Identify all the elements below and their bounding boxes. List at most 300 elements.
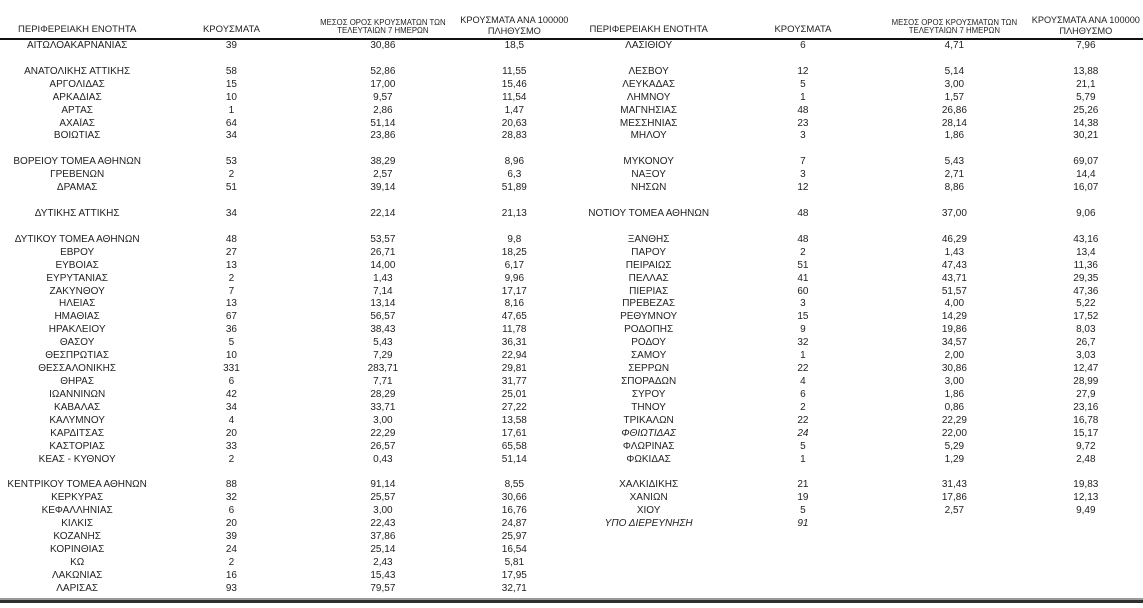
per100k-value: 2,48 — [1076, 453, 1096, 465]
avg7-value: 37,86 — [370, 531, 396, 543]
region-name: ΔΡΑΜΑΣ — [56, 182, 98, 194]
cases-value: 22 — [797, 414, 809, 426]
region-name: ΦΩΚΙΔΑΣ — [626, 453, 671, 465]
per100k-value — [1029, 195, 1143, 208]
per100k-value: 11,78 — [502, 324, 527, 336]
per100k-value — [457, 53, 571, 66]
table-row-blank — [0, 53, 572, 66]
per100k-value: 25,97 — [501, 531, 527, 543]
avg7-value: 39,14 — [370, 182, 396, 194]
avg7-value: 47,43 — [941, 259, 967, 271]
table-row-blank — [572, 195, 1143, 208]
region-name: ΧΑΝΙΩΝ — [629, 492, 668, 504]
avg7-value: 14,29 — [941, 311, 967, 323]
region-name: ΑΝΑΤΟΛΙΚΗΣ ΑΤΤΙΚΗΣ — [24, 65, 131, 77]
avg7-value: 22,43 — [370, 518, 396, 530]
table-row — [572, 247, 1143, 260]
region-name: ΕΥΒΟΙΑΣ — [55, 259, 99, 271]
cases-value: 2 — [228, 169, 235, 181]
cases-value: 34 — [225, 401, 237, 413]
cases-value: 1 — [800, 350, 806, 362]
cases-value: 1 — [800, 91, 806, 103]
region-name: ΚΑΡΔΙΤΣΑΣ — [50, 427, 105, 439]
avg7-value: 4,00 — [944, 298, 965, 310]
per100k-value: 13,88 — [1073, 65, 1099, 77]
region-name: ΘΕΣΣΑΛΟΝΙΚΗΣ — [38, 363, 117, 375]
avg7-value: 30,86 — [941, 363, 967, 375]
avg7-value: 5,43 — [944, 156, 965, 168]
table-row-blank — [0, 195, 572, 208]
table-row — [572, 105, 1143, 118]
per100k-value: 11,36 — [1073, 259, 1098, 271]
table-row — [572, 324, 1143, 337]
avg7-value: 5,29 — [944, 440, 965, 452]
per100k-value: 5,22 — [1076, 298, 1096, 310]
cases-table-right — [572, 0, 1143, 596]
cases-value: 10 — [225, 91, 237, 103]
avg7-value: 8,86 — [944, 182, 965, 194]
avg7-value: 46,29 — [941, 233, 967, 245]
cases-value: 48 — [225, 233, 237, 245]
cases-value: 32 — [797, 337, 809, 349]
cases-value: 67 — [225, 311, 237, 323]
avg7-value: 2,00 — [944, 350, 965, 362]
avg7-value — [880, 53, 1029, 66]
per100k-value: 21,1 — [1076, 78, 1096, 90]
per100k-value — [1029, 221, 1143, 234]
table-row — [572, 505, 1143, 518]
header-avg7 — [880, 19, 1029, 36]
region-name: ΣΕΡΡΩΝ — [628, 363, 670, 375]
region-name: ΤΡΙΚΑΛΩΝ — [623, 414, 674, 426]
per100k-value: 3,03 — [1076, 350, 1096, 362]
avg7-value: 26,71 — [370, 246, 396, 258]
table-row — [572, 428, 1143, 441]
cases-value: 12 — [797, 65, 809, 77]
cases-value: 2 — [800, 401, 806, 413]
per100k-value: 9,96 — [504, 272, 525, 284]
table-row — [0, 583, 572, 596]
avg7-value: 79,57 — [370, 582, 396, 594]
per100k-value: 13,58 — [501, 414, 527, 426]
header-avg7-line1: ΜΕΣΟΣ ΟΡΟΣ ΚΡΟΥΣΜΑΤΩΝ ΤΩΝ — [320, 17, 446, 27]
avg7-value: 7,71 — [373, 375, 393, 387]
cases-value: 13 — [225, 298, 237, 310]
header-avg7-line2: ΤΕΛΕΥΤΑΙΩΝ 7 ΗΜΕΡΩΝ — [337, 26, 429, 36]
table-row-blank — [572, 53, 1143, 66]
avg7-value: 30,86 — [370, 40, 396, 51]
region-name: ΡΟΔΟΠΗΣ — [624, 324, 674, 336]
cases-value: 48 — [797, 207, 809, 219]
per100k-value — [1029, 53, 1143, 66]
table-row — [572, 492, 1143, 505]
table-row — [572, 286, 1143, 299]
cases-value: 34 — [225, 130, 237, 142]
region-name — [572, 53, 726, 66]
avg7-value: 13,14 — [370, 298, 396, 310]
per100k-value: 27,22 — [501, 401, 527, 413]
header-cases: ΚΡΟΥΣΜΑΤΑ — [774, 24, 832, 36]
region-name: ΒΟΡΕΙΟΥ ΤΟΜΕΑ ΑΘΗΝΩΝ — [13, 156, 141, 168]
per100k-value — [457, 143, 571, 156]
table-row — [0, 428, 572, 441]
cases-value: 39 — [225, 40, 237, 51]
avg7-value: 15,43 — [370, 569, 396, 581]
avg7-value: 38,29 — [370, 156, 396, 168]
table-row-blank — [0, 466, 572, 479]
table-row — [572, 66, 1143, 79]
region-name: ΣΑΜΟΥ — [630, 350, 667, 362]
header-region: ΠΕΡΙΦΕΡΕΙΑΚΗ ΕΝΟΤΗΤΑ — [18, 24, 137, 36]
table-row — [0, 105, 572, 118]
per100k-value — [457, 221, 571, 234]
table-row — [572, 208, 1143, 221]
region-name: ΚΕΦΑΛΛΗΝΙΑΣ — [41, 505, 113, 517]
cases-value: 19 — [797, 492, 809, 504]
cases-value: 64 — [225, 117, 237, 129]
avg7-value: 17,86 — [941, 492, 967, 504]
region-name: ΚΟΡΙΝΘΙΑΣ — [50, 543, 105, 555]
cases-value: 6 — [228, 375, 235, 387]
table-row — [572, 311, 1143, 324]
cases-value — [154, 466, 308, 479]
per100k-value: 47,65 — [501, 311, 527, 323]
table-row — [0, 376, 572, 389]
region-name: ΑΧΑΪΑΣ — [59, 117, 95, 129]
table-row — [0, 479, 572, 492]
avg7-value: 37,00 — [941, 207, 967, 219]
table-header-right — [572, 0, 1143, 40]
avg7-value: 52,86 — [370, 65, 396, 77]
avg7-value: 1,43 — [373, 272, 393, 284]
per100k-value: 21,13 — [501, 207, 527, 219]
cases-value: 3 — [800, 130, 806, 142]
region-name: ΝΗΣΩΝ — [630, 182, 667, 194]
table-row — [572, 130, 1143, 143]
avg7-value: 0,43 — [373, 453, 393, 465]
cases-value: 1 — [800, 453, 806, 465]
per100k-value: 23,16 — [1073, 401, 1099, 413]
table-row-blank — [572, 143, 1143, 156]
bottom-rule — [0, 598, 1143, 603]
region-name: ΑΡΤΑΣ — [61, 104, 93, 116]
header-per100k-line2: ΠΛΗΘΥΣΜΟ — [1059, 25, 1113, 36]
per100k-value — [457, 195, 571, 208]
header-avg7-line2: ΤΕΛΕΥΤΑΙΩΝ 7 ΗΜΕΡΩΝ — [908, 26, 1000, 36]
region-name: ΧΑΛΚΙΔΙΚΗΣ — [619, 479, 679, 491]
cases-value — [726, 53, 880, 66]
cases-value: 6 — [228, 505, 235, 517]
region-name: ΜΗΛΟΥ — [630, 130, 667, 142]
region-name: ΣΥΡΟΥ — [631, 388, 666, 400]
avg7-value: 283,71 — [367, 363, 399, 375]
per100k-value: 51,14 — [501, 453, 527, 465]
table-row — [0, 273, 572, 286]
region-name: ΣΠΟΡΑΔΩΝ — [621, 375, 677, 387]
region-name: ΠΕΛΛΑΣ — [628, 272, 669, 284]
cases-value: 13 — [225, 259, 237, 271]
table-row — [572, 79, 1143, 92]
avg7-value — [309, 195, 458, 208]
cases-value — [154, 53, 308, 66]
per100k-value: 12,13 — [1073, 492, 1099, 504]
avg7-value: 1,86 — [944, 130, 965, 142]
cases-value: 16 — [225, 569, 237, 581]
cases-value: 58 — [225, 65, 237, 77]
per100k-value: 25,26 — [1073, 104, 1099, 116]
table-row — [0, 531, 572, 544]
region-name: ΓΡΕΒΕΝΩΝ — [50, 169, 105, 181]
table-row — [572, 518, 1143, 531]
region-name: ΚΩ — [70, 556, 85, 568]
per100k-value: 26,7 — [1076, 337, 1096, 349]
cases-value: 5 — [800, 78, 806, 90]
region-name: ΛΗΜΝΟΥ — [626, 91, 671, 103]
avg7-value — [880, 143, 1029, 156]
per100k-value: 25,01 — [501, 388, 527, 400]
header-avg7 — [309, 19, 458, 36]
avg7-value: 26,57 — [370, 440, 396, 452]
cases-value: 48 — [797, 233, 809, 245]
region-name — [572, 195, 726, 208]
cases-value: 2 — [228, 556, 235, 568]
table-row-blank — [0, 143, 572, 156]
per100k-value: 1,47 — [504, 104, 525, 116]
cases-table-left — [0, 0, 572, 596]
table-row-blank — [0, 221, 572, 234]
region-name: ΚΕΝΤΡΙΚΟΥ ΤΟΜΕΑ ΑΘΗΝΩΝ — [7, 479, 147, 491]
region-name: ΚΕΡΚΥΡΑΣ — [51, 492, 104, 504]
table-row — [572, 389, 1143, 402]
region-name: ΘΕΣΠΡΩΤΙΑΣ — [45, 350, 110, 362]
avg7-value: 3,00 — [944, 78, 965, 90]
per100k-value: 16,07 — [1073, 182, 1099, 194]
avg7-value: 22,29 — [941, 414, 967, 426]
table-row — [0, 454, 572, 467]
table-row — [0, 415, 572, 428]
table-row — [572, 118, 1143, 131]
avg7-value: 31,43 — [941, 479, 967, 491]
region-name — [0, 221, 154, 234]
table-row — [0, 363, 572, 376]
per100k-value: 18,25 — [501, 246, 527, 258]
cases-value: 21 — [797, 479, 809, 491]
cases-value: 6 — [800, 40, 806, 51]
per100k-value: 15,46 — [501, 78, 527, 90]
table-row-blank — [572, 221, 1143, 234]
region-name: ΞΑΝΘΗΣ — [627, 233, 670, 245]
header-avg7-line1: ΜΕΣΟΣ ΟΡΟΣ ΚΡΟΥΣΜΑΤΩΝ ΤΩΝ — [891, 17, 1018, 27]
region-name: ΑΡΓΟΛΙΔΑΣ — [49, 78, 105, 90]
avg7-value: 2,71 — [944, 169, 965, 181]
region-name: ΜΕΣΣΗΝΙΑΣ — [619, 117, 678, 129]
cases-value: 24 — [225, 543, 237, 555]
table-row — [572, 273, 1143, 286]
table-row — [0, 298, 572, 311]
per100k-value: 12,47 — [1073, 363, 1099, 375]
avg7-value: 1,43 — [944, 246, 965, 258]
per100k-value: 28,99 — [1073, 375, 1099, 387]
region-name: ΠΑΡΟΥ — [631, 246, 666, 258]
cases-value — [154, 221, 308, 234]
avg7-value: 2,57 — [373, 169, 393, 181]
region-name: ΘΑΣΟΥ — [59, 337, 95, 349]
region-name: ΛΕΣΒΟΥ — [628, 65, 669, 77]
cases-value: 20 — [225, 518, 237, 530]
per100k-value: 65,58 — [501, 440, 527, 452]
per100k-value: 69,07 — [1073, 156, 1099, 168]
region-name: ΝΑΞΟΥ — [631, 169, 666, 181]
table-body-right — [572, 40, 1143, 531]
avg7-value: 33,71 — [370, 401, 396, 413]
avg7-value: 1,86 — [944, 388, 965, 400]
per100k-value: 9,72 — [1076, 440, 1096, 452]
region-name: ΝΟΤΙΟΥ ΤΟΜΕΑ ΑΘΗΝΩΝ — [588, 207, 710, 219]
avg7-value: 38,43 — [370, 324, 396, 336]
table-row — [572, 454, 1143, 467]
region-name: ΠΕΙΡΑΙΩΣ — [625, 259, 672, 271]
region-name: ΚΕΑΣ - ΚΥΘΝΟΥ — [38, 453, 116, 465]
avg7-value: 7,29 — [373, 350, 393, 362]
region-name: ΔΥΤΙΚΟΥ ΤΟΜΕΑ ΑΘΗΝΩΝ — [14, 233, 140, 245]
region-name: ΗΛΕΙΑΣ — [59, 298, 96, 310]
cases-value: 6 — [800, 388, 806, 400]
table-row — [572, 363, 1143, 376]
region-name: ΒΟΙΩΤΙΑΣ — [53, 130, 101, 142]
per100k-value: 32,71 — [501, 582, 527, 594]
cases-value: 23 — [797, 117, 809, 129]
table-header-left — [0, 0, 572, 40]
per100k-value: 18,5 — [504, 40, 525, 51]
avg7-value — [309, 143, 458, 156]
region-name: ΛΕΥΚΑΔΑΣ — [622, 78, 676, 90]
cases-value: 24 — [797, 427, 809, 439]
cases-value: 20 — [225, 427, 237, 439]
per100k-value: 14,4 — [1076, 169, 1096, 181]
cases-value: 91 — [797, 518, 809, 530]
table-row — [572, 182, 1143, 195]
avg7-value: 51,57 — [941, 285, 967, 297]
table-row — [0, 182, 572, 195]
avg7-value: 22,29 — [370, 427, 396, 439]
table-row — [0, 402, 572, 415]
avg7-value: 0,86 — [944, 401, 965, 413]
avg7-value: 22,14 — [370, 207, 396, 219]
table-row — [0, 557, 572, 570]
per100k-value: 43,16 — [1073, 233, 1099, 245]
region-name: ΡΟΔΟΥ — [631, 337, 667, 349]
per100k-value: 29,35 — [1073, 272, 1099, 284]
cases-value: 12 — [797, 182, 809, 194]
per100k-value: 16,76 — [501, 505, 527, 517]
per100k-value: 27,9 — [1076, 388, 1096, 400]
avg7-value: 1,57 — [944, 91, 965, 103]
per100k-value: 14,38 — [1073, 117, 1099, 129]
region-name: ΛΑΣΙΘΙΟΥ — [625, 40, 673, 51]
region-name: ΕΒΡΟΥ — [60, 246, 95, 258]
per100k-value: 8,03 — [1076, 324, 1096, 336]
per100k-value: 5,79 — [1076, 91, 1096, 103]
per100k-value: 9,8 — [507, 233, 522, 245]
per100k-value: 47,36 — [1073, 285, 1099, 297]
table-row — [0, 79, 572, 92]
avg7-value: 17,00 — [370, 78, 396, 90]
table-row — [0, 350, 572, 363]
cases-value — [726, 466, 880, 479]
cases-value: 36 — [225, 324, 237, 336]
region-name: ΚΑΒΑΛΑΣ — [54, 401, 101, 413]
table-row — [0, 260, 572, 273]
table-row — [0, 118, 572, 131]
table-row — [572, 298, 1143, 311]
per100k-value: 17,17 — [501, 285, 527, 297]
avg7-value: 7,14 — [373, 285, 393, 297]
cases-value: 7 — [800, 156, 806, 168]
avg7-value: 5,43 — [373, 337, 393, 349]
table-row — [572, 260, 1143, 273]
cases-value: 4 — [228, 414, 235, 426]
table-row — [0, 208, 572, 221]
avg7-value: 5,14 — [944, 65, 965, 77]
per100k-value: 11,55 — [502, 65, 527, 77]
cases-value: 34 — [225, 207, 237, 219]
per100k-value: 8,55 — [504, 479, 525, 491]
avg7-value: 4,71 — [944, 40, 965, 51]
region-name: ΧΙΟΥ — [636, 505, 661, 517]
header-cases: ΚΡΟΥΣΜΑΤΑ — [202, 24, 260, 36]
cases-value: 2 — [800, 246, 806, 258]
cases-value: 42 — [225, 388, 237, 400]
per100k-value: 11,54 — [502, 91, 527, 103]
region-name — [572, 143, 726, 156]
cases-value: 53 — [225, 156, 237, 168]
avg7-value: 28,29 — [370, 388, 396, 400]
avg7-value: 26,86 — [941, 104, 967, 116]
per100k-value: 31,77 — [501, 375, 527, 387]
cases-value: 10 — [225, 350, 237, 362]
cases-value: 32 — [225, 492, 237, 504]
table-row — [0, 286, 572, 299]
cases-value: 331 — [223, 363, 240, 375]
avg7-value: 2,57 — [944, 505, 965, 517]
table-row — [572, 156, 1143, 169]
region-name: ΔΥΤΙΚΗΣ ΑΤΤΙΚΗΣ — [34, 207, 120, 219]
avg7-value: 25,57 — [370, 492, 396, 504]
region-name: ΦΘΙΩΤΙΔΑΣ — [621, 427, 677, 439]
avg7-value: 14,00 — [370, 259, 396, 271]
per100k-value: 8,96 — [504, 156, 525, 168]
avg7-value — [880, 466, 1029, 479]
cases-value: 51 — [225, 182, 237, 194]
avg7-value — [309, 53, 458, 66]
region-name: ΕΥΡΥΤΑΝΙΑΣ — [46, 272, 108, 284]
header-per100k — [457, 15, 571, 36]
avg7-value — [880, 221, 1029, 234]
per100k-value — [457, 466, 571, 479]
cases-value: 2 — [228, 453, 235, 465]
avg7-value: 51,14 — [370, 117, 396, 129]
header-per100k-line2: ΠΛΗΘΥΣΜΟ — [487, 25, 541, 36]
per100k-value: 28,83 — [501, 130, 527, 142]
region-name — [0, 53, 154, 66]
per100k-value: 17,95 — [501, 569, 527, 581]
region-name — [0, 143, 154, 156]
table-row — [572, 92, 1143, 105]
header-per100k-line1: ΚΡΟΥΣΜΑΤΑ ΑΝΑ 100000 — [460, 15, 569, 26]
region-name — [572, 466, 726, 479]
avg7-value: 2,86 — [373, 104, 393, 116]
per100k-value: 30,66 — [501, 492, 527, 504]
